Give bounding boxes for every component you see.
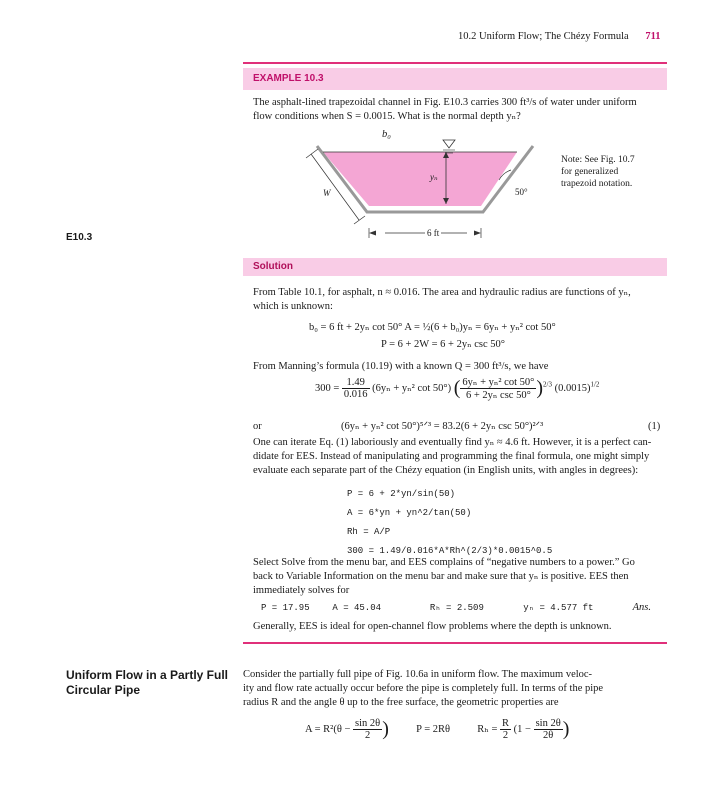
equation-2: P = 6 + 2W = 6 + 2yₙ csc 50° xyxy=(381,339,506,350)
solution-label: Solution xyxy=(243,258,667,276)
fig-label-angle: 50° xyxy=(515,187,528,197)
water-region xyxy=(323,152,517,206)
fig-label-b0: b₀ xyxy=(382,129,391,140)
solution-p3: One can iterate Eq. (1) laboriously and eventually find yₙ ≈ 4.6 ft. However, it is a perfect can- didate for EES. Instead of manipulating and programming the final formula, one might simply evaluate each separate part of the Chézy equation (in English units, with angles in degrees): xyxy=(253,437,652,476)
example-label: EXAMPLE 10.3 xyxy=(243,68,667,90)
equation-4-tag: (1) xyxy=(648,421,661,432)
ees-code: P = 6 + 2*yn/sin(50) A = 6*yn + yn^2/tan(50) Rh = A/P 300 = 1.49/0.016*A*Rh^(2/3)*0.0015^0.5 xyxy=(347,489,553,556)
fig-label-yn: yₙ xyxy=(430,172,438,182)
running-header xyxy=(458,31,661,42)
solution-p1: From Table 10.1, for asphalt, n ≈ 0.016. The area and hydraulic radius are functions of yₙ, which is unknown: xyxy=(253,287,631,312)
solution-p4: Select Solve from the menu bar, and EES complains of “negative numbers to a power.” Go back to Variable Information on the menu bar and make sure that yₙ is positive. EES then immediately solves for xyxy=(253,557,635,596)
water-level-icon xyxy=(443,140,455,148)
section-heading: Uniform Flow in a Partly Full Circular Pipe xyxy=(66,668,229,697)
fig-label-bottom: 6 ft xyxy=(427,228,440,238)
problem-line-2: flow conditions when S = 0.0015. What is the normal depth yₙ? xyxy=(253,111,521,122)
fig-label-w: W xyxy=(323,188,331,198)
solution-p5: Generally, EES is ideal for open-channel flow problems where the depth is unknown. xyxy=(253,621,612,632)
section-body: Consider the partially full pipe of Fig. 10.6a in uniform flow. The maximum veloc- ity and flow rate actually occur before the pipe is completely full. In terms of the pipe radius R and the angle θ up to the free surface, the geometric properties are xyxy=(243,669,604,708)
equation-4: (6yₙ + yₙ² cot 50°)⁵ᐟ³ = 83.2(6 + 2yₙ csc 50°)²ᐟ³ xyxy=(341,421,544,432)
or-label: or xyxy=(253,421,262,432)
equation-1: b₀ = 6 ft + 2yₙ cot 50° A = ½(6 + b₀)yₙ = 6yₙ + yₙ² cot 50° xyxy=(309,322,556,333)
problem-statement xyxy=(253,96,663,124)
section-equations: A = R²(θ − $\frac{\sin 2\theta}{2}$ ) P = 2Rθ Rₕ = $\frac{R}{2}$ (1 − $\frac{\sin 2\theta}{2\theta}$ ) xyxy=(305,718,570,741)
page-number: 711 xyxy=(645,31,661,42)
ees-results: P = 17.95 A = 45.04 Rₕ = 2.509 yₙ = 4.577 ft Ans. xyxy=(261,602,651,613)
problem-line-1: The asphalt-lined trapezoidal channel in Fig. E10.3 carries 300 ft³/s of water under uniform xyxy=(253,97,637,108)
example-box xyxy=(243,62,667,644)
solution-p2: From Manning’s formula (10.19) with a known Q = 300 ft³/s, we have xyxy=(253,361,549,372)
figure-label: E10.3 xyxy=(66,232,93,243)
equation-3: 300 = $\frac{1.49}{0.016}$ (6yₙ + yₙ² cot 50°) ( $\frac{\text{6yₙ + yₙ² cot 50°}}{\text{6 + 2yₙ csc 50°}}$ )$^{2/3}$ $(0.0015)^{1/2}$ xyxy=(315,377,600,401)
running-title: 10.2 Uniform Flow; The Chézy Formula xyxy=(458,31,629,42)
figure-note: Note: See Fig. 10.7 for generalized trapezoid notation. xyxy=(561,155,635,189)
